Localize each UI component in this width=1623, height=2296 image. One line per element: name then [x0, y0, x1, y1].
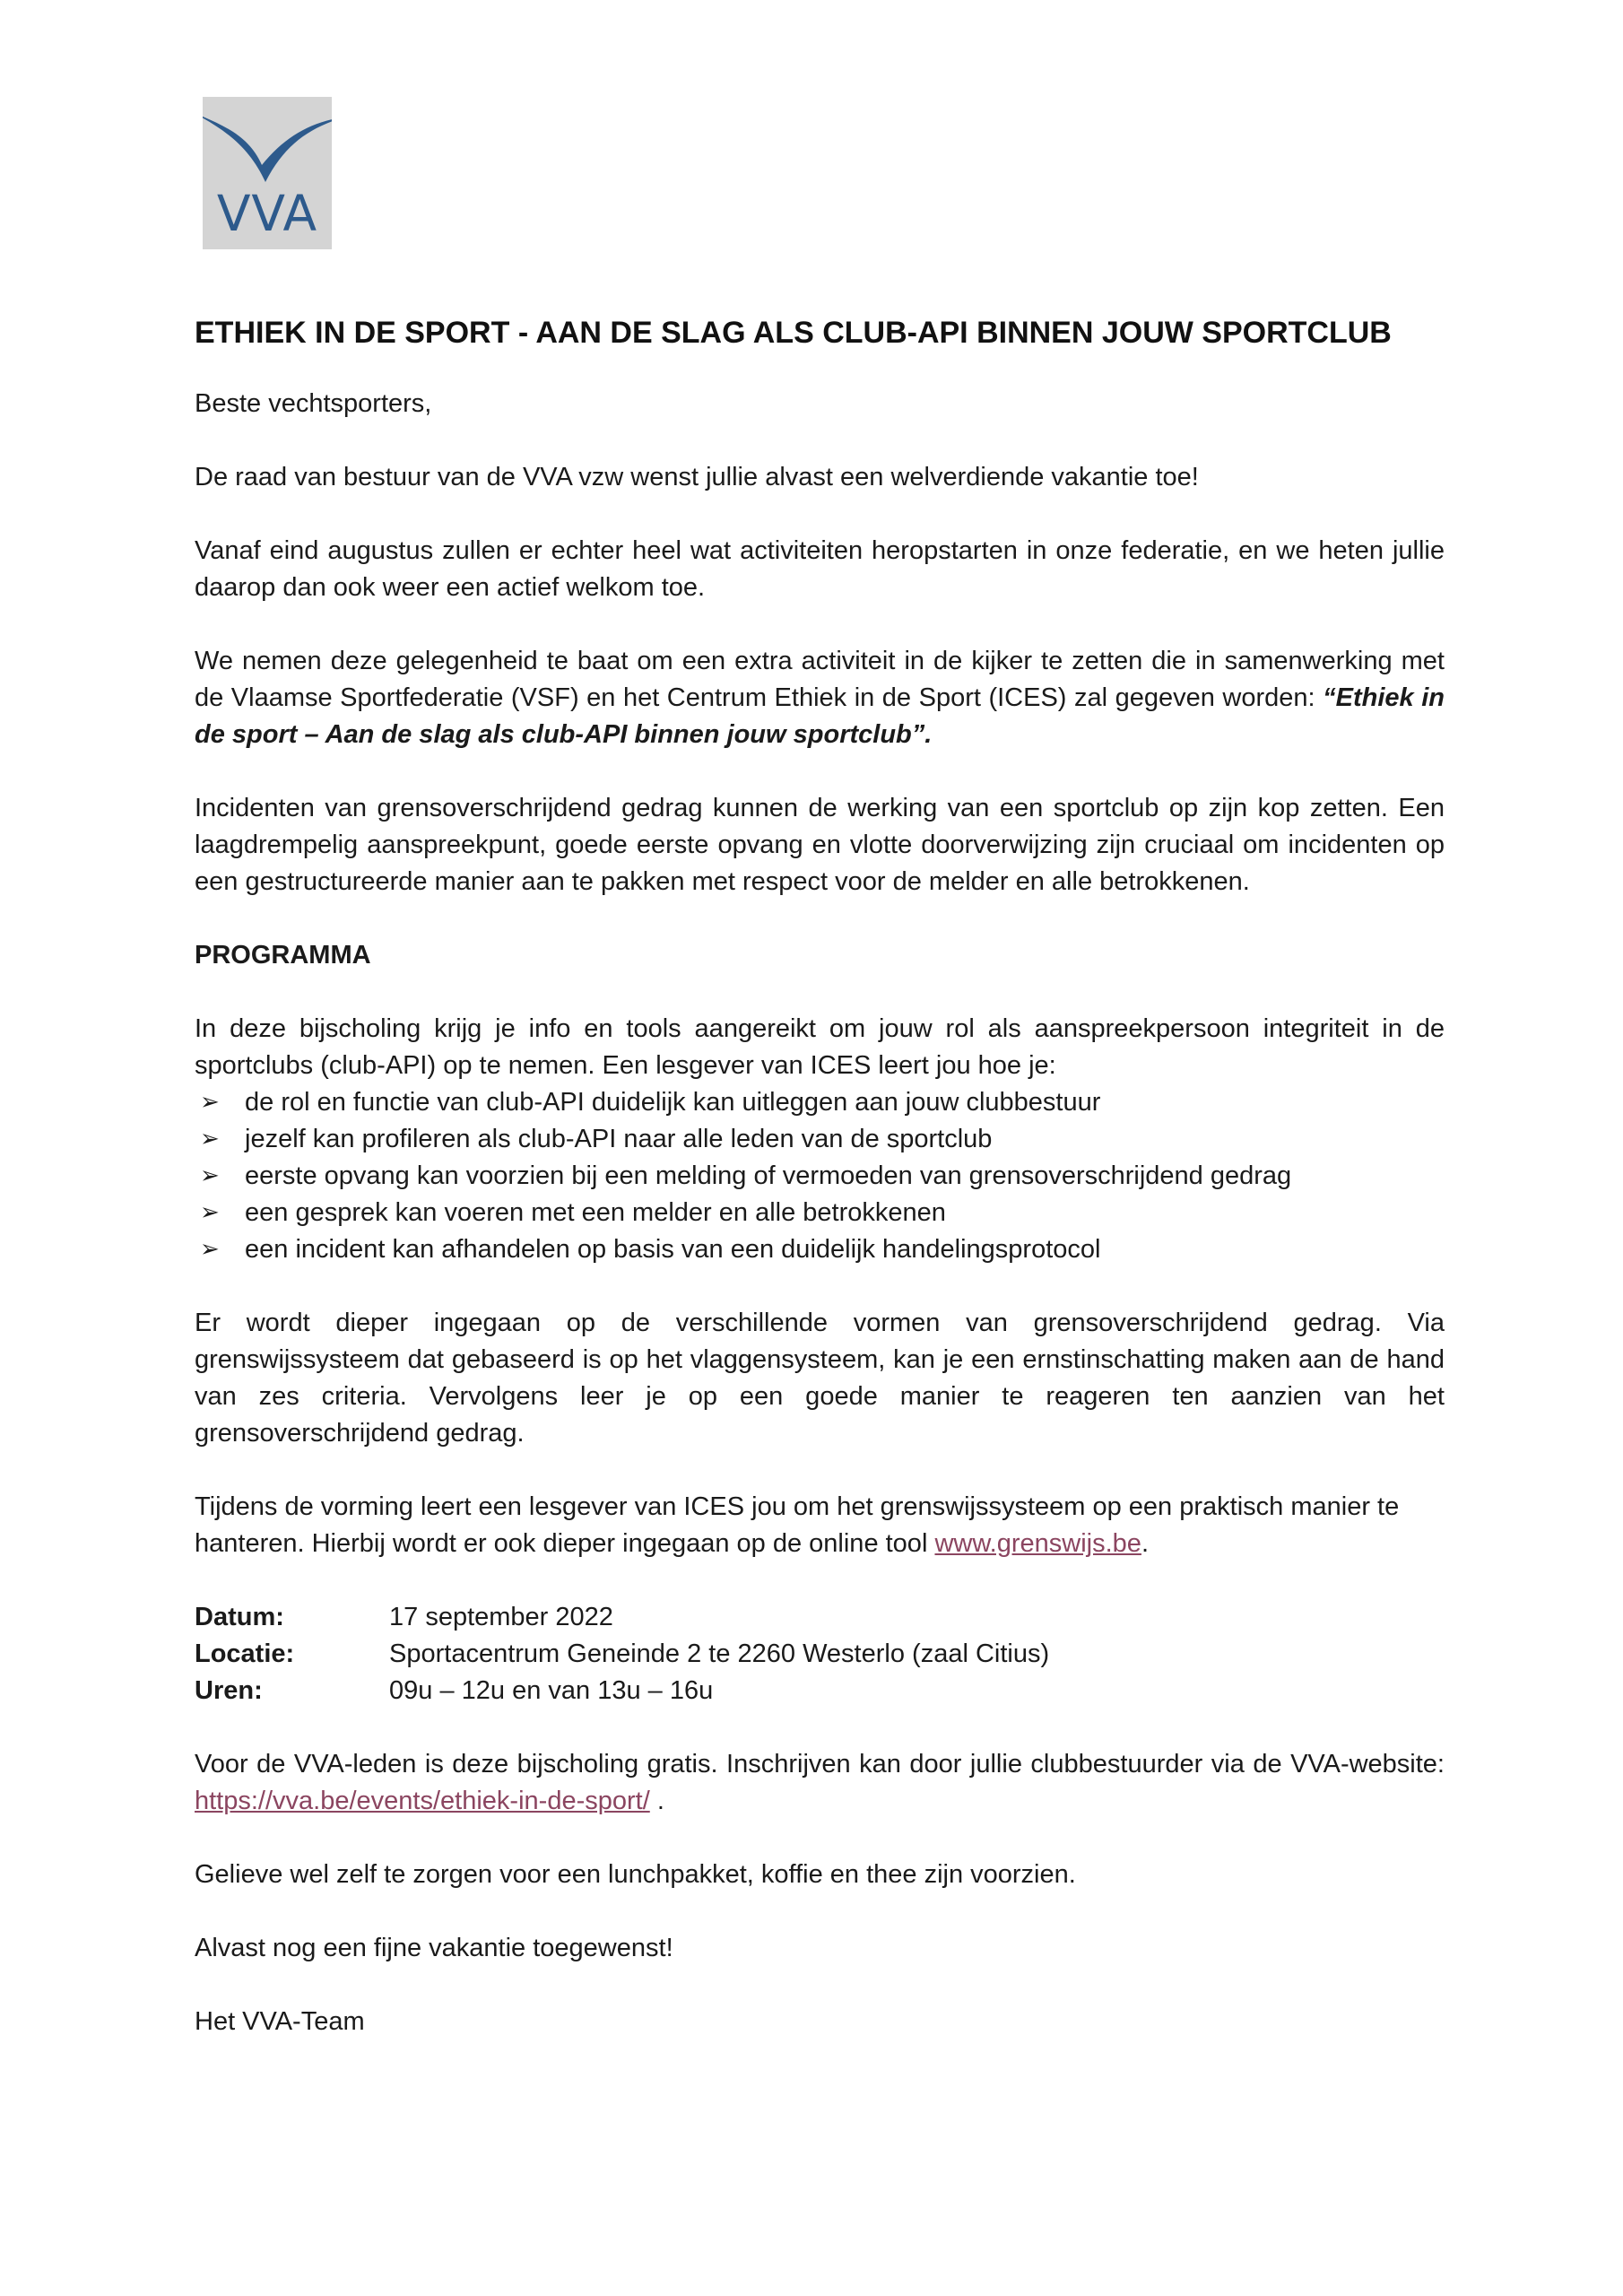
detail-row-uren [195, 1673, 1445, 1709]
event-details [195, 1599, 1445, 1709]
programma-heading: PROGRAMMA [195, 941, 371, 970]
grenswijs-link[interactable]: www.grenswijs.be [934, 1529, 1141, 1558]
programma-intro: In deze bijscholing krijg je info en tools aangereikt om jouw rol als aanspreekpersoon integriteit in de sportclubs (club-API) op te nemen. Een lesgever van ICES leert jou hoe je: [195, 1014, 1445, 1080]
vva-logo-text: VVA [216, 185, 318, 242]
paragraph-incidenten: Incidenten van grensoverschrijdend gedrag kunnen de werking van een sportclub op zijn kop zetten. Een laagdrempelig aanspreekpunt, goede eerste opvang en vlotte doorverwijzing zijn cruciaal om incidenten op een gestructureerde manier aan te pakken met respect voor de melder en alle betrokkenen. [195, 794, 1445, 896]
paragraph-activiteit-text: We nemen deze gelegenheid te baat om een extra activiteit in de kijker te zetten die in samenwerking met de Vlaamse Sportfederatie (VSF) en het Centrum Ethiek in de Sport (ICES) zal gegeven worden: [195, 647, 1445, 712]
arrow-bullet-icon: ➢ [200, 1126, 220, 1152]
locatie-value: Sportacentrum Geneinde 2 te 2260 Westerlo (zaal Citius) [389, 1639, 1050, 1668]
paragraph-activiteit [195, 643, 1445, 753]
list-item: ➢ jezelf kan profileren als club-API naar alle leden van de sportclub [195, 1121, 1445, 1158]
datum-label: Datum: [195, 1603, 284, 1631]
uren-label: Uren: [195, 1676, 263, 1705]
detail-row-datum [195, 1599, 1445, 1636]
list-item: ➢ een incident kan afhandelen op basis van een duidelijk handelingsprotocol [195, 1231, 1445, 1268]
activity-title-emphasis: “Ethiek in de sport – Aan de slag als club-API binnen jouw sportclub”. [195, 683, 1445, 749]
locatie-label: Locatie: [195, 1639, 295, 1668]
letter-body [195, 314, 1445, 2077]
arrow-bullet-icon: ➢ [200, 1089, 220, 1116]
list-item: ➢ eerste opvang kan voorzien bij een melding of vermoeden van grensoverschrijdend gedrag [195, 1158, 1445, 1195]
datum-value: 17 september 2022 [389, 1603, 613, 1631]
paragraph-grensoverschrijdend: Er wordt dieper ingegaan op de verschillende vormen van grensoverschrijdend gedrag. Via grenswijssysteem dat gebaseerd is op het vlaggensysteem, kan je een ernstinschatting maken aan de hand van zes criteria. Vervolgens leer je op een goede manier te reageren ten aanzien van het grensoverschrijdend gedrag. [195, 1309, 1445, 1448]
arrow-bullet-icon: ➢ [200, 1162, 220, 1189]
signature: Het VVA-Team [195, 2007, 365, 2036]
paragraph-lunch: Gelieve wel zelf te zorgen voor een lunchpakket, koffie en thee zijn voorzien. [195, 1860, 1076, 1889]
vva-logo-mark [203, 97, 332, 187]
vva-logo [203, 97, 332, 249]
paragraph-vorming: Tijdens de vorming leert een lesgever van ICES jou om het grenswijssysteem op een praktisch manier te hanteren. Hierbij wordt er ook dieper ingegaan op de online tool www.grenswijs.be. [195, 1492, 1400, 1558]
document-title: ETHIEK IN DE SPORT - AAN DE SLAG ALS CLUB-API BINNEN JOUW SPORTCLUB [195, 316, 1392, 350]
detail-row-locatie [195, 1636, 1445, 1673]
programma-list [195, 1084, 1445, 1268]
arrow-bullet-icon: ➢ [200, 1236, 220, 1263]
list-item: ➢ de rol en functie van club-API duidelijk kan uitleggen aan jouw clubbestuur [195, 1084, 1445, 1121]
paragraph-vakantie: De raad van bestuur van de VVA vzw wenst jullie alvast een welverdiende vakantie toe! [195, 463, 1199, 491]
paragraph-groet: Alvast nog een fijne vakantie toegewenst! [195, 1934, 673, 1962]
vva-event-link[interactable]: https://vva.be/events/ethiek-in-de-sport/ [195, 1787, 650, 1815]
arrow-bullet-icon: ➢ [200, 1199, 220, 1226]
paragraph-inschrijven: Voor de VVA-leden is deze bijscholing gratis. Inschrijven kan door jullie clubbestuurder via de VVA-website: https://vva.be/events/ethiek-in-de-sport/ . [195, 1750, 1445, 1815]
list-item: ➢ een gesprek kan voeren met een melder en alle betrokkenen [195, 1195, 1445, 1231]
uren-value: 09u – 12u en van 13u – 16u [389, 1676, 714, 1705]
greeting: Beste vechtsporters, [195, 389, 432, 418]
paragraph-heropstart: Vanaf eind augustus zullen er echter heel wat activiteiten heropstarten in onze federatie, en we heten jullie daarop dan ook weer een actief welkom toe. [195, 536, 1445, 602]
